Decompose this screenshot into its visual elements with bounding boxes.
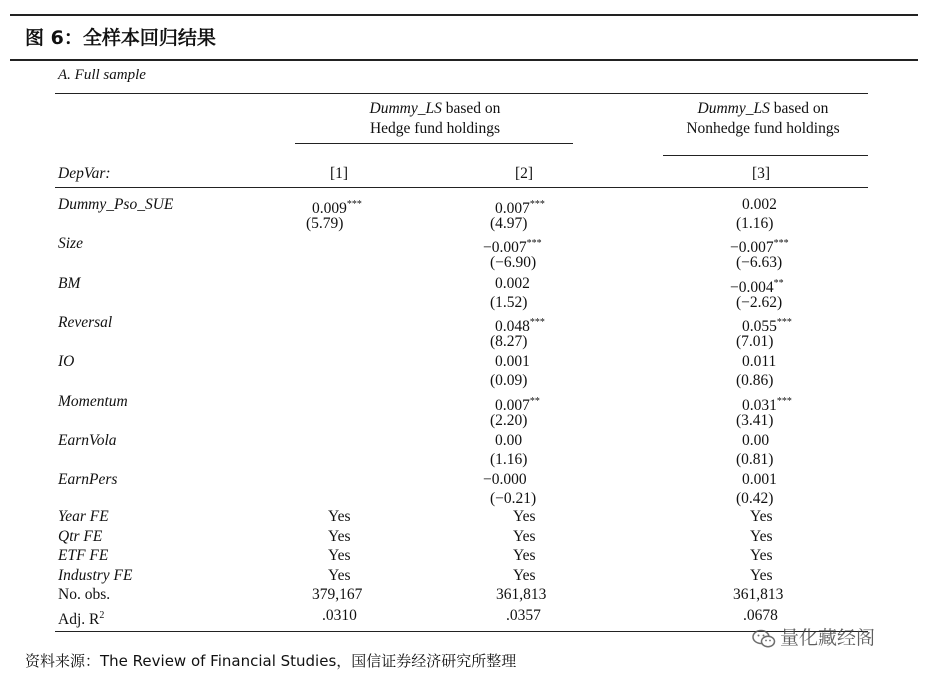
- figure-title: 图 6：全样本回归结果: [25, 27, 216, 49]
- tstat-cell: [736, 371, 773, 390]
- tstat-cell: [736, 253, 782, 272]
- fe-label: [58, 507, 109, 526]
- tstat-cell-value: (8.27): [490, 332, 528, 350]
- obs-cell: [496, 585, 546, 604]
- tstat-cell: [736, 214, 773, 233]
- coef-cell-value: 0.009: [312, 200, 347, 217]
- tstat-cell-value: (4.97): [490, 215, 528, 232]
- coef-cell-stars: **: [529, 395, 540, 407]
- fe-cell-value: Yes: [513, 547, 536, 565]
- tstat-cell: [490, 411, 527, 430]
- tstat-cell: [490, 332, 527, 351]
- table-top-rule: [55, 93, 868, 94]
- tstat-cell: [736, 293, 782, 312]
- fe-cell: [513, 507, 536, 526]
- fe-cell-value: Yes: [750, 547, 773, 565]
- r2-label: [58, 606, 104, 629]
- row-label-value: Dummy_Pso_SUE: [58, 196, 174, 213]
- coef-cell-value: −0.007: [483, 239, 527, 257]
- tstat-cell-value: (−2.62): [736, 293, 783, 311]
- tstat-cell-value: (3.41): [736, 411, 774, 429]
- fe-label: [58, 566, 132, 585]
- obs-cell: [312, 585, 362, 604]
- row-label: [58, 431, 117, 450]
- watermark: [752, 623, 875, 650]
- coef-cell-value: 0.001: [495, 353, 530, 371]
- coef-cell-stars: ***: [346, 199, 362, 210]
- row-label-value: Reversal: [58, 313, 113, 331]
- tstat-cell: [490, 489, 536, 508]
- fe-cell-value: Yes: [328, 508, 351, 525]
- obs-cell-value: 361,813: [496, 586, 547, 604]
- panel-label: A. Full sample: [58, 67, 146, 83]
- fe-label: [58, 527, 102, 546]
- r2-cell-value: .0310: [322, 607, 357, 625]
- fe-cell-value: Yes: [328, 547, 351, 565]
- tstat-cell-value: (−6.90): [490, 254, 537, 272]
- obs-cell-value: 379,167: [312, 586, 363, 604]
- r2-cell-value: .0357: [506, 607, 541, 625]
- fe-cell: [328, 566, 351, 585]
- row-label-value: IO: [58, 353, 75, 371]
- coef-cell-value: 0.031: [742, 396, 777, 414]
- fe-cell: [750, 527, 773, 546]
- coef-cell-stars: ***: [529, 316, 545, 328]
- fe-cell: [328, 546, 351, 565]
- row-label-value: EarnPers: [58, 471, 118, 489]
- tstat-cell: [736, 411, 773, 430]
- fe-label-value: ETF FE: [58, 547, 109, 565]
- fe-cell-value: Yes: [750, 527, 773, 545]
- fe-cell-value: Yes: [513, 566, 536, 584]
- group1-header: [300, 99, 570, 139]
- group2-header-rest: based on: [769, 100, 829, 117]
- coef-cell: [742, 470, 777, 489]
- col-label-1: [1]: [330, 165, 349, 182]
- coef-cell-value: −0.004: [730, 278, 774, 296]
- obs-label: [58, 585, 110, 604]
- coef-cell-stars: ***: [773, 238, 789, 250]
- coef-cell-value: 0.011: [742, 353, 777, 371]
- fe-cell: [328, 527, 351, 546]
- fe-cell: [513, 527, 536, 546]
- tstat-cell-value: (0.81): [736, 450, 774, 468]
- tstat-cell-value: (0.42): [736, 490, 774, 508]
- group2-header-italic: Dummy_LS: [697, 100, 770, 117]
- coef-cell-stars: ***: [526, 238, 542, 250]
- wechat-icon: [752, 629, 776, 649]
- r2-label-text: Adj. R: [58, 611, 100, 629]
- row-label: [58, 274, 80, 293]
- coef-cell: [742, 352, 776, 371]
- tstat-cell: [736, 450, 773, 469]
- source-note: 资料来源：The Review of Financial Studies，国信证券经济研究所整理: [25, 652, 517, 670]
- group2-underline: [663, 155, 868, 156]
- coef-cell-value: 0.007: [495, 396, 530, 414]
- group2-header: [648, 99, 878, 139]
- col-label-2: [2]: [515, 165, 534, 182]
- coef-cell: [495, 431, 522, 450]
- tstat-cell-value: (−0.21): [490, 490, 537, 508]
- coef-cell-stars: **: [773, 277, 784, 289]
- coef-cell-value: 0.001: [742, 471, 777, 489]
- coef-cell-value: 0.055: [742, 317, 777, 335]
- fe-label: [58, 546, 108, 565]
- tstat-cell: [490, 214, 527, 233]
- obs-label-value: No. obs.: [58, 586, 111, 604]
- group1-underline: [295, 143, 573, 144]
- coef-cell-value: 0.007: [495, 200, 530, 217]
- tstat-cell: [490, 293, 527, 312]
- watermark-text: 量化藏经阁: [780, 627, 876, 649]
- tstat-cell-value: (7.01): [736, 332, 774, 350]
- title-top-rule: [10, 14, 918, 16]
- fe-cell-value: Yes: [328, 566, 351, 584]
- header-bottom-rule: [55, 187, 868, 188]
- row-label: [58, 470, 117, 489]
- row-label: [58, 195, 173, 214]
- fe-cell: [750, 566, 773, 585]
- r2-cell-value: .0678: [743, 607, 778, 625]
- r2-cell: [506, 606, 541, 625]
- fe-cell-value: Yes: [513, 508, 536, 525]
- coef-cell: [742, 431, 769, 450]
- coef-cell-value: 0.00: [742, 431, 770, 449]
- depvar-label: DepVar:: [58, 165, 111, 182]
- tstat-cell-value: (5.79): [306, 215, 344, 232]
- coef-cell: [495, 274, 530, 293]
- coef-cell: [495, 352, 530, 371]
- row-label-value: Momentum: [58, 392, 128, 410]
- tstat-cell: [490, 371, 527, 390]
- coef-cell-value: −0.007: [730, 239, 774, 257]
- group1-header-italic: Dummy_LS: [369, 100, 442, 117]
- coef-cell-value: −0.000: [483, 471, 527, 489]
- coef-cell-stars: ***: [529, 199, 545, 210]
- col-label-3: [3]: [752, 165, 771, 182]
- row-label-value: Size: [58, 235, 83, 253]
- obs-cell: [733, 585, 783, 604]
- tstat-cell-value: (0.09): [490, 372, 528, 390]
- coef-cell-value: 0.002: [742, 196, 777, 213]
- row-label: [58, 313, 112, 332]
- tstat-cell-value: (−6.63): [736, 254, 783, 272]
- fe-label-value: Industry FE: [58, 566, 133, 584]
- fe-cell: [513, 546, 536, 565]
- tstat-cell-value: (2.20): [490, 411, 528, 429]
- fe-cell: [513, 566, 536, 585]
- fe-cell: [328, 507, 351, 526]
- fe-label-value: Year FE: [58, 508, 109, 525]
- row-label: [58, 392, 128, 411]
- fe-label-value: Qtr FE: [58, 527, 103, 545]
- coef-cell-value: 0.048: [495, 317, 530, 335]
- obs-cell-value: 361,813: [733, 586, 784, 604]
- tstat-cell-value: (0.86): [736, 372, 774, 390]
- table-bottom-rule: [55, 631, 868, 632]
- fe-cell-value: Yes: [750, 508, 773, 525]
- coef-cell-value: 0.00: [495, 431, 523, 449]
- group1-header-line2: Hedge fund holdings: [369, 120, 500, 137]
- fe-cell-value: Yes: [513, 527, 536, 545]
- tstat-cell: [736, 489, 773, 508]
- row-label: [58, 234, 83, 253]
- tstat-cell-value: (1.16): [736, 215, 774, 232]
- row-label-value: EarnVola: [58, 431, 117, 449]
- group1-header-rest: based on: [441, 100, 501, 117]
- coef-cell-stars: ***: [776, 316, 792, 328]
- coef-cell: [483, 470, 527, 489]
- fe-cell: [750, 507, 773, 526]
- group2-header-line2: Nonhedge fund holdings: [686, 120, 840, 137]
- row-label: [58, 352, 74, 371]
- title-bottom-rule: [10, 59, 918, 61]
- tstat-cell: [490, 450, 527, 469]
- tstat-cell-value: (1.52): [490, 293, 528, 311]
- tstat-cell-value: (1.16): [490, 450, 528, 468]
- row-label-value: BM: [58, 274, 81, 292]
- fe-cell: [750, 546, 773, 565]
- r2-label-sup: 2: [99, 610, 105, 622]
- coef-cell: [742, 195, 777, 214]
- fe-cell-value: Yes: [750, 566, 773, 584]
- coef-cell-stars: ***: [776, 395, 792, 407]
- r2-cell: [322, 606, 357, 625]
- tstat-cell: [736, 332, 773, 351]
- tstat-cell: [306, 214, 343, 233]
- tstat-cell: [490, 253, 536, 272]
- fe-cell-value: Yes: [328, 527, 351, 545]
- coef-cell-value: 0.002: [495, 274, 530, 292]
